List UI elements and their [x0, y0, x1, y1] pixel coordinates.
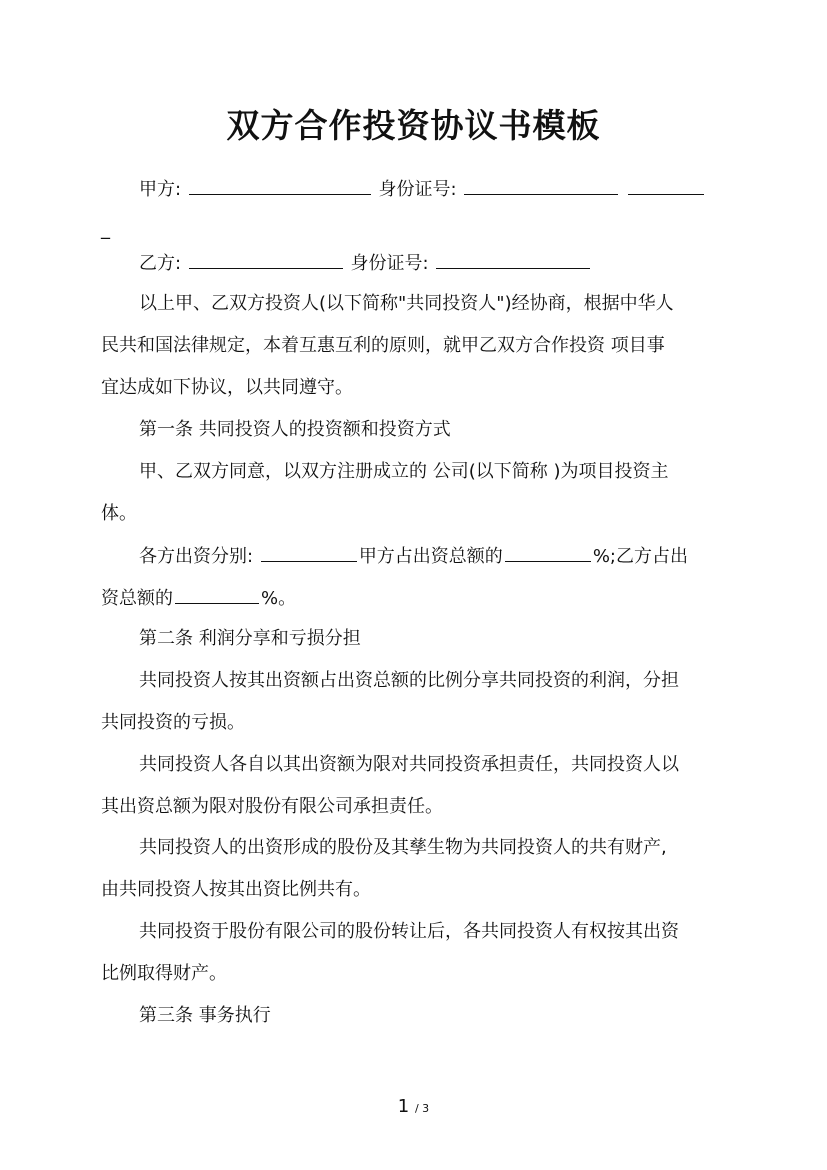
party-b-label: 乙方: — [139, 253, 182, 274]
party-a-line — [139, 176, 769, 202]
percent-label: %。 — [261, 588, 297, 609]
page-number — [0, 1096, 827, 1117]
party-a-label: 甲方: — [139, 179, 182, 200]
page-current: 1 — [397, 1096, 410, 1117]
party-a-share-label: 甲方占出资总额的 — [358, 546, 503, 567]
stray-mark: _ — [101, 219, 110, 240]
paragraph-line: 由共同投资人按其出资比例共有。 — [101, 879, 371, 900]
paragraph-line: 共同投资于股份有限公司的股份转让后，各共同投资人有权按其出资 — [139, 921, 679, 942]
contribution-line-2 — [101, 585, 731, 611]
party-b-share-label: %;乙方占出 — [592, 546, 688, 567]
party-a-id-blank — [464, 176, 618, 195]
paragraph-line: 宜达成如下协议，以共同遵守。 — [101, 377, 353, 398]
contribution-blank — [261, 543, 357, 562]
paragraph-line: 共同投资人的出资形成的股份及其孳生物为共同投资人的共有财产, — [139, 837, 667, 858]
party-a-id-blank-2 — [628, 176, 704, 195]
party-b-id-blank — [436, 250, 590, 269]
contribution-line — [139, 543, 769, 569]
page-total: / 3 — [414, 1102, 430, 1115]
party-a-share-blank — [505, 543, 591, 562]
party-a-id-label: 身份证号: — [378, 179, 457, 200]
article-2-heading: 第二条 利润分享和亏损分担 — [139, 628, 361, 649]
party-b-name-blank — [189, 250, 343, 269]
article-1-heading: 第一条 共同投资人的投资额和投资方式 — [139, 419, 451, 440]
paragraph-line: 其出资总额为限对股份有限公司承担责任。 — [101, 796, 443, 817]
paragraph-line: 体。 — [101, 503, 137, 524]
party-a-name-blank — [189, 176, 371, 195]
paragraph-line: 共同投资人各自以其出资额为限对共同投资承担责任，共同投资人以 — [139, 754, 679, 775]
document-title: 双方合作投资协议书模板 — [226, 106, 601, 145]
party-b-share-blank — [175, 585, 259, 604]
party-b-share-label-2: 资总额的 — [101, 588, 173, 609]
article-3-heading: 第三条 事务执行 — [139, 1005, 271, 1026]
paragraph-line: 比例取得财产。 — [101, 963, 227, 984]
paragraph-line: 共同投资人按其出资额占出资总额的比例分享共同投资的利润，分担 — [139, 670, 679, 691]
paragraph-line: 以上甲、乙双方投资人(以下简称"共同投资人")经协商，根据中华人 — [139, 293, 674, 314]
contribution-label: 各方出资分别: — [139, 546, 254, 567]
paragraph-line: 民共和国法律规定，本着互惠互利的原则，就甲乙双方合作投资 项目事 — [101, 335, 665, 356]
paragraph-line: 共同投资的亏损。 — [101, 712, 245, 733]
party-b-line — [139, 250, 769, 276]
party-b-id-label: 身份证号: — [350, 253, 429, 274]
paragraph-line: 甲、乙双方同意，以双方注册成立的 公司(以下简称 )为项目投资主 — [139, 461, 669, 482]
